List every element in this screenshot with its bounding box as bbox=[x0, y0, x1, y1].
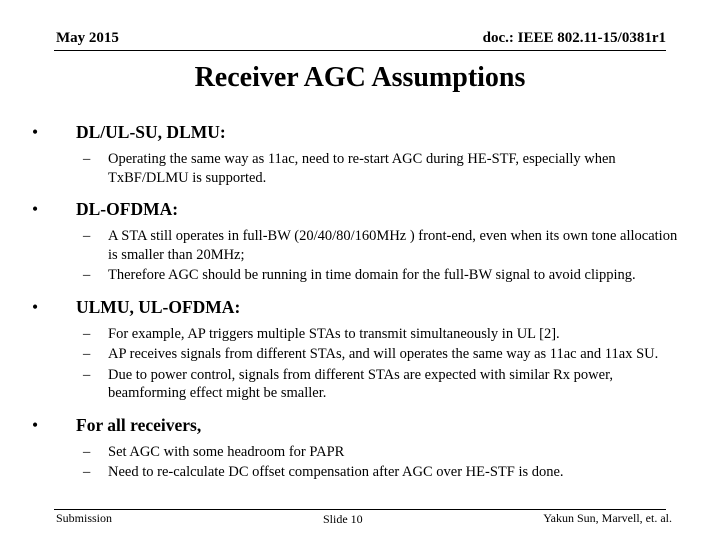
bullet-heading bbox=[30, 296, 690, 318]
dash-icon: – bbox=[83, 228, 91, 244]
bullet-icon: • bbox=[32, 296, 39, 317]
sub-item-text: Operating the same way as 11ac, need to re-start AGC during HE-STF, especially when TxBF/DLMU is supported. bbox=[108, 151, 616, 186]
sub-list bbox=[30, 443, 690, 482]
bullet-heading-text: DL-OFDMA: bbox=[76, 199, 179, 219]
section bbox=[30, 414, 690, 482]
sub-item bbox=[30, 150, 690, 187]
bullet-heading bbox=[30, 414, 690, 436]
sub-item bbox=[30, 443, 690, 462]
sub-item bbox=[30, 463, 690, 482]
footer-slide-number: Slide 10 bbox=[323, 512, 363, 526]
sub-list bbox=[30, 227, 690, 285]
section bbox=[30, 198, 690, 285]
sub-item bbox=[30, 325, 690, 344]
dash-icon: – bbox=[83, 366, 91, 383]
sub-item-text: Therefore AGC should be running in time domain for the full-BW signal to avoid clipping. bbox=[108, 267, 636, 283]
dash-icon: – bbox=[83, 151, 91, 167]
sub-item bbox=[30, 227, 690, 264]
bullet-icon: • bbox=[32, 122, 39, 142]
footer-authors: Yakun Sun, Marvell, et. al. bbox=[543, 511, 672, 525]
bullet-heading bbox=[30, 121, 690, 143]
dash-icon: – bbox=[83, 346, 91, 362]
sub-list bbox=[30, 150, 690, 187]
sub-item bbox=[30, 366, 690, 403]
dash-icon: – bbox=[83, 267, 91, 283]
bullet-heading-text: ULMU, UL-OFDMA: bbox=[76, 296, 241, 317]
dash-icon: – bbox=[83, 443, 91, 460]
sub-item-text: AP receives signals from different STAs, and will operates the same way as 11ac and 11ax SU. bbox=[108, 346, 659, 362]
footer-submission: Submission bbox=[56, 511, 113, 525]
sub-item-text: Due to power control, signals from different STAs are expected with similar Rx power, beamforming effect might be smaller. bbox=[108, 366, 613, 401]
slide-body bbox=[30, 121, 690, 484]
sub-item-text: For example, AP triggers multiple STAs to transmit simultaneously in UL [2]. bbox=[108, 325, 560, 342]
bullet-icon: • bbox=[32, 199, 39, 219]
sub-item bbox=[30, 345, 690, 364]
dash-icon: – bbox=[83, 325, 91, 342]
sub-item bbox=[30, 266, 690, 285]
header-date: May 2015 bbox=[56, 30, 119, 46]
bullet-heading bbox=[30, 198, 690, 220]
sub-item-text: Need to re-calculate DC offset compensation after AGC over HE-STF is done. bbox=[108, 464, 564, 480]
section bbox=[30, 296, 690, 403]
section bbox=[30, 121, 690, 187]
header-doc-id: doc.: IEEE 802.11-15/0381r1 bbox=[482, 30, 666, 46]
bullet-heading-text: For all receivers, bbox=[76, 414, 202, 435]
slide-title: Receiver AGC Assumptions bbox=[194, 62, 526, 93]
dash-icon: – bbox=[83, 464, 91, 480]
sub-list bbox=[30, 325, 690, 403]
bullet-icon: • bbox=[32, 414, 39, 435]
footer-divider bbox=[54, 509, 666, 510]
header-divider bbox=[54, 50, 666, 51]
bullet-heading-text: DL/UL-SU, DLMU: bbox=[76, 122, 226, 142]
sub-item-text: Set AGC with some headroom for PAPR bbox=[108, 443, 345, 460]
sub-item-text: A STA still operates in full-BW (20/40/80/160MHz ) front-end, even when its own tone allocation is smaller than 20MHz; bbox=[108, 228, 678, 263]
